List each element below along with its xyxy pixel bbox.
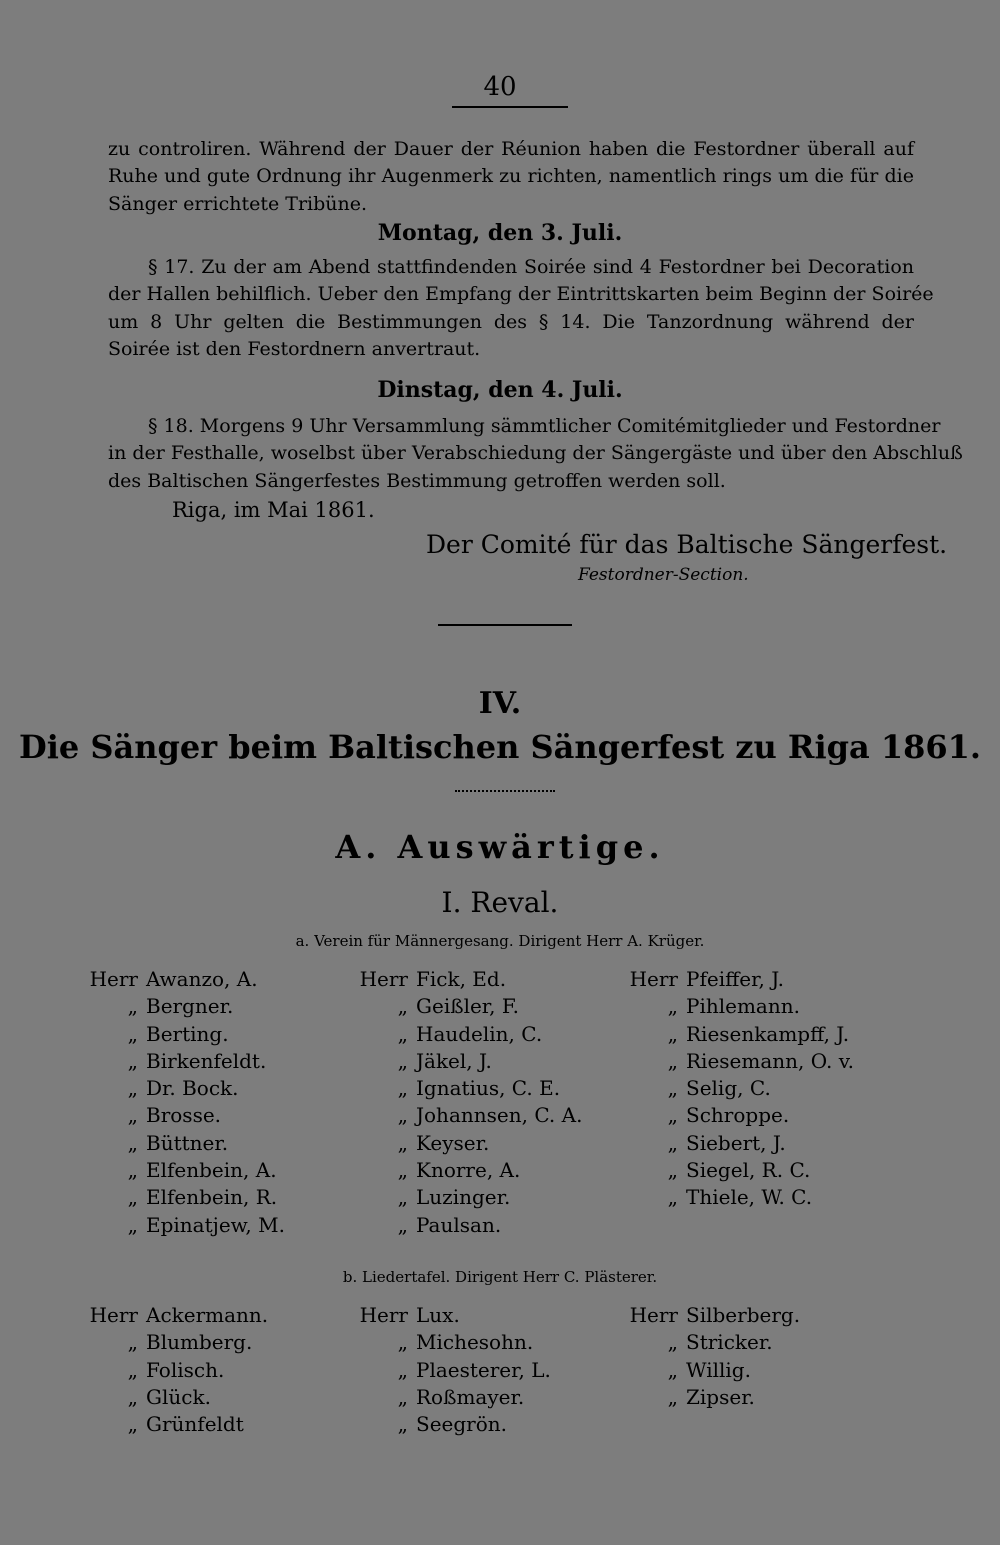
member-row: „ Plaesterer, L.	[397, 1357, 551, 1382]
place-date: Riga, im Mai 1861.	[172, 498, 375, 522]
member-row: Herr Lux.	[359, 1303, 460, 1327]
member-row: „ Büttner.	[127, 1130, 229, 1155]
member-row: „ Johannsen, C. A.	[397, 1103, 583, 1128]
heading-tuesday: Dinstag, den 4. Juli.	[377, 377, 623, 403]
member-row: „ Ignatius, C. E.	[397, 1076, 561, 1101]
member-row: Herr Silberberg.	[629, 1303, 801, 1327]
verein-b-heading: b. Liedertafel. Dirigent Herr C. Plästerer.	[342, 1268, 658, 1286]
text-line: der Hallen behilflich. Ueber den Empfang der Eintrittskarten beim Beginn der Soirée	[108, 283, 934, 306]
signature-section: Festordner-Section.	[578, 565, 749, 585]
member-row: „ Knorre, A.	[397, 1158, 521, 1183]
member-row: „ Geißler, F.	[397, 994, 519, 1019]
chapter-numeral: IV.	[478, 686, 522, 721]
member-row: „ Seegrön.	[397, 1412, 508, 1437]
member-row: „ Bergner.	[127, 994, 234, 1019]
text-line: zu controliren. Während der Dauer der Réunion haben die Festordner überall auf	[108, 138, 914, 160]
member-row: Herr Awanzo, A.	[89, 967, 258, 991]
text-line: in der Festhalle, woselbst über Verabschiedung der Sängergäste und über den Abschluß	[108, 442, 963, 465]
member-row: „ Epinatjew, M.	[127, 1212, 285, 1237]
member-row: „ Willig.	[667, 1357, 751, 1382]
verein-a-column-2	[350, 966, 582, 1239]
member-row: „ Riesenkampff, J.	[667, 1021, 850, 1046]
member-row: „ Stricker.	[667, 1330, 773, 1355]
text-line: § 18. Morgens 9 Uhr Versammlung sämmtlicher Comitémitglieder und Festordner	[148, 415, 941, 437]
member-row: Herr Pfeiffer, J.	[629, 967, 785, 991]
member-row: „ Keyser.	[397, 1130, 490, 1155]
verein-a-column-3	[620, 966, 854, 1212]
paragraph-17	[108, 254, 934, 363]
member-row: „ Luzinger.	[397, 1185, 511, 1210]
member-row: „ Birkenfeldt.	[127, 1048, 267, 1073]
member-row: „ Pihlemann.	[667, 994, 800, 1019]
intro-paragraph	[108, 136, 914, 218]
text-line: um 8 Uhr gelten die Bestimmungen des § 14. Die Tanzordnung während der	[108, 310, 914, 333]
member-row: „ Elfenbein, A.	[127, 1158, 277, 1183]
text-line: des Baltischen Sängerfestes Bestimmung getroffen werden soll.	[108, 469, 726, 492]
text-line: Sänger errichtete Tribüne.	[108, 192, 368, 215]
text-line: Soirée ist den Festordnern anvertraut.	[108, 337, 481, 360]
member-row: „ Folisch.	[127, 1357, 225, 1382]
text-line: Ruhe und gute Ordnung ihr Augenmerk zu richten, namentlich rings um die für die	[108, 165, 914, 188]
member-row: „ Riesemann, O. v.	[667, 1048, 854, 1073]
verein-a-column-1	[80, 966, 285, 1239]
page-number-rule	[452, 106, 568, 108]
verein-a-heading: a. Verein für Männergesang. Dirigent Herr A. Krüger.	[295, 932, 705, 950]
verein-b-column-1	[80, 1302, 268, 1438]
signature: Der Comité für das Baltische Sängerfest.	[426, 530, 948, 559]
member-row: „ Berting.	[127, 1021, 229, 1046]
member-row: „ Paulsan.	[397, 1212, 502, 1237]
member-row: „ Schroppe.	[667, 1103, 790, 1128]
member-row: „ Glück.	[127, 1384, 211, 1409]
city-title: I. Reval.	[441, 886, 559, 919]
member-row: „ Brosse.	[127, 1103, 222, 1128]
chapter-title: Die Sänger beim Baltischen Sängerfest zu Riga 1861.	[18, 728, 982, 766]
paragraph-18	[108, 413, 963, 495]
member-row: „ Selig, C.	[667, 1076, 771, 1101]
text-line: § 17. Zu der am Abend stattfindenden Soirée sind 4 Festordner bei Decoration	[148, 256, 914, 278]
member-row: „ Roßmayer.	[397, 1384, 525, 1409]
member-row: Herr Ackermann.	[89, 1303, 269, 1327]
member-row: „ Grünfeldt	[127, 1412, 244, 1437]
section-divider	[438, 624, 572, 626]
member-row: „ Siegel, R. C.	[667, 1158, 811, 1183]
dotted-ornament	[455, 790, 555, 792]
member-row: „ Elfenbein, R.	[127, 1185, 278, 1210]
verein-b-column-3	[620, 1302, 800, 1411]
member-row: „ Michesohn.	[397, 1330, 534, 1355]
member-row: „ Jäkel, J.	[397, 1048, 492, 1073]
member-row: „ Thiele, W. C.	[667, 1185, 813, 1210]
section-title: A. Auswärtige.	[335, 828, 665, 866]
page-number: 40	[483, 72, 517, 102]
member-row: „ Zipser.	[667, 1384, 755, 1409]
verein-b-column-2	[350, 1302, 551, 1438]
member-row: „ Haudelin, C.	[397, 1021, 543, 1046]
member-row: Herr Fick, Ed.	[359, 967, 507, 991]
member-row: „ Siebert, J.	[667, 1130, 786, 1155]
member-row: „ Blumberg.	[127, 1330, 253, 1355]
member-row: „ Dr. Bock.	[127, 1076, 239, 1101]
heading-monday: Montag, den 3. Juli.	[377, 220, 623, 246]
